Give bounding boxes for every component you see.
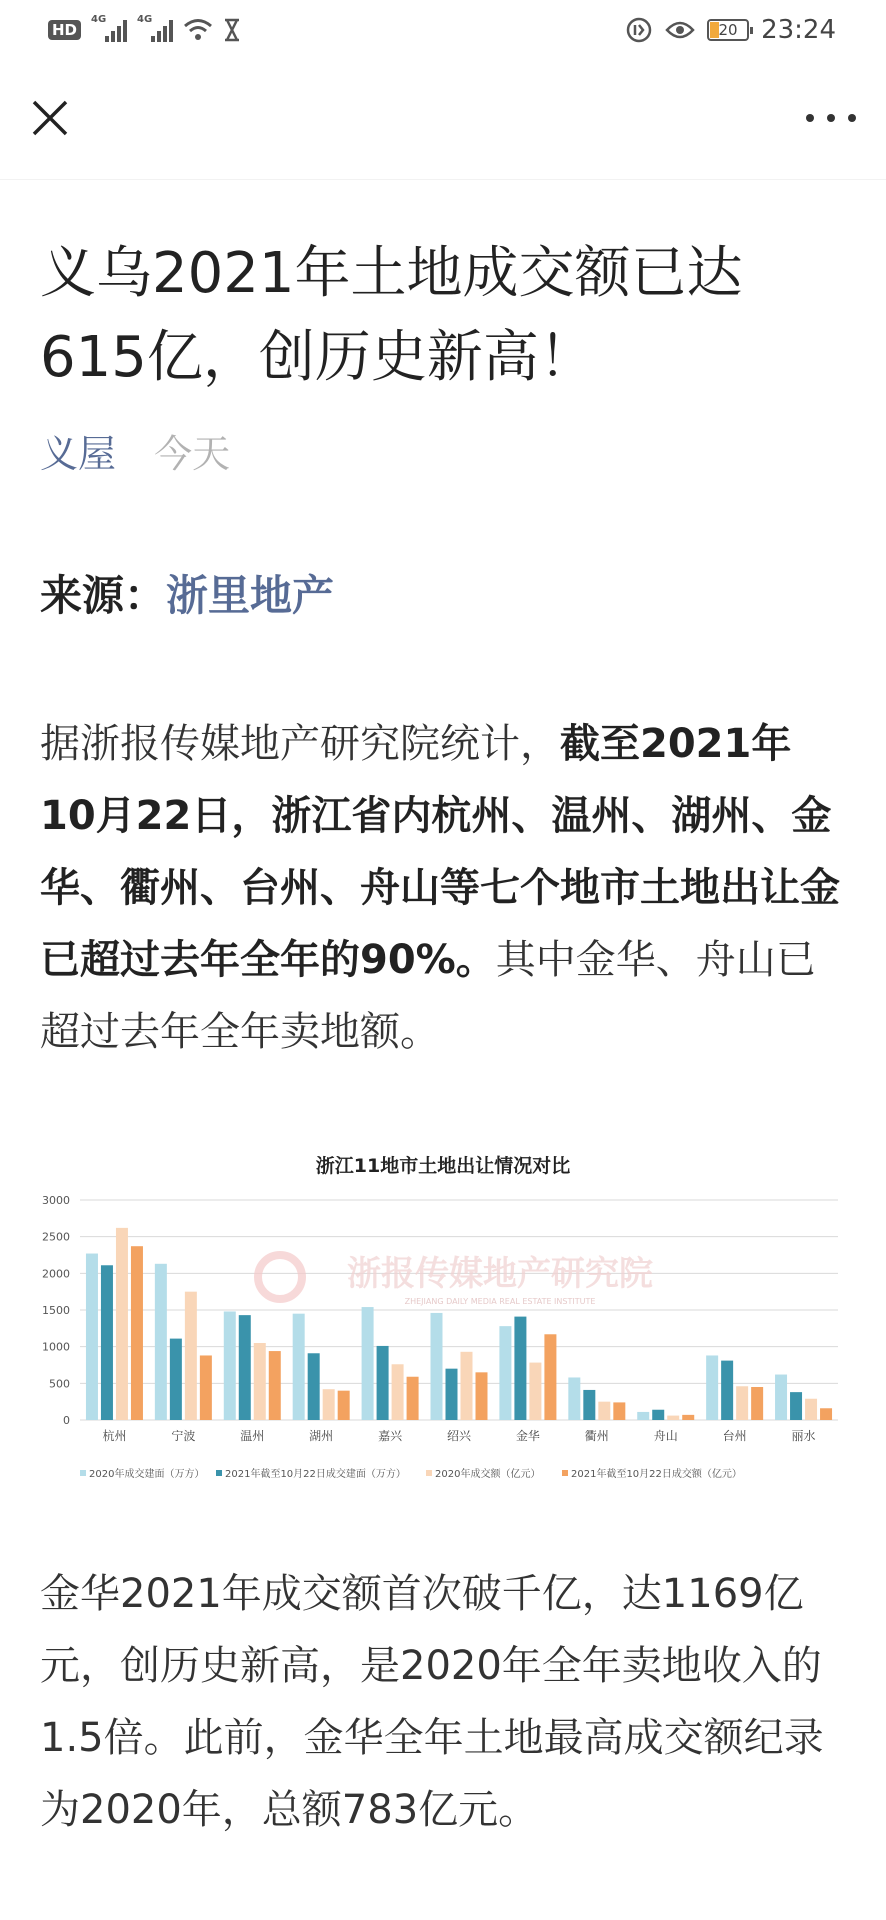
data-saver-icon — [625, 16, 653, 44]
hd-voice-icon: HD — [48, 20, 81, 40]
chart-bar — [790, 1392, 802, 1420]
y-tick-label: 1000 — [42, 1340, 70, 1354]
chart-bar — [254, 1343, 266, 1420]
chart-bar — [652, 1410, 664, 1420]
y-tick-label: 3000 — [42, 1194, 70, 1207]
chart-bar — [293, 1314, 305, 1420]
legend-swatch — [80, 1470, 86, 1476]
chart-bar — [721, 1361, 733, 1420]
chart-title: 浙江11地市土地出让情况对比 — [315, 1155, 571, 1177]
battery-level: 20 — [718, 21, 738, 39]
legend-entry: 2021年截至10月22日成交建面（万方） — [225, 1469, 406, 1480]
chart-bar — [185, 1292, 197, 1420]
chart-bar — [529, 1363, 541, 1420]
nav-bar — [0, 60, 886, 180]
chart-bar — [200, 1355, 212, 1420]
y-tick-label: 2000 — [42, 1267, 70, 1281]
x-tick-label: 衢州 — [584, 1429, 609, 1443]
chart-watermark: 浙报传媒地产研究院 — [347, 1254, 653, 1294]
chart-image — [40, 1140, 846, 1510]
close-button[interactable] — [30, 98, 70, 138]
paragraph-text: 据浙报传媒地产研究院统计， — [40, 721, 560, 767]
source-name: 浙里地产 — [166, 571, 335, 620]
y-tick-label: 1500 — [42, 1304, 70, 1317]
more-dot-icon — [806, 114, 814, 122]
chart-bar — [86, 1254, 98, 1420]
chart-bar — [706, 1355, 718, 1420]
legend-entry: 2020年成交额（亿元） — [435, 1469, 541, 1480]
chart-bar — [170, 1339, 182, 1420]
x-tick-label: 杭州 — [102, 1429, 127, 1443]
chart-bar — [514, 1317, 526, 1420]
status-time: 23:24 — [761, 15, 836, 45]
x-tick-label: 嘉兴 — [378, 1429, 403, 1443]
source-label: 来源： — [40, 571, 167, 620]
chart-bar — [667, 1416, 679, 1420]
y-tick-label: 500 — [49, 1377, 70, 1391]
chart-bar — [751, 1387, 763, 1420]
legend-swatch — [562, 1470, 568, 1476]
wifi-icon — [183, 18, 213, 42]
chart-bar — [613, 1402, 625, 1420]
legend-swatch — [426, 1470, 432, 1476]
chart-bar — [131, 1246, 143, 1420]
x-tick-label: 台州 — [722, 1429, 747, 1443]
article-paragraph — [40, 708, 846, 1068]
network-type-label: 4G — [91, 14, 107, 25]
paragraph-bold-text: 截至2021年10月22日，浙江省内杭州、温州、湖州、金华、衢州、台州、舟山等七个地市土地出让金已超过去年全年的90%。 — [40, 721, 840, 983]
legend-swatch — [216, 1470, 222, 1476]
chart-bar — [775, 1375, 787, 1420]
article-meta — [40, 428, 230, 480]
chart-bar — [323, 1389, 335, 1420]
source-line — [40, 568, 334, 624]
chart-bar — [338, 1391, 350, 1420]
chart-bar — [568, 1377, 580, 1420]
chart-bar — [407, 1377, 419, 1420]
chart-bar — [377, 1346, 389, 1420]
chart-bar — [362, 1307, 374, 1420]
chart-bar — [637, 1412, 649, 1420]
signal-icon — [137, 14, 173, 42]
network-type-label: 4G — [137, 14, 153, 25]
chart-bar — [224, 1311, 236, 1420]
x-tick-label: 湖州 — [309, 1429, 334, 1443]
publish-date: 今天 — [154, 432, 231, 476]
chart-bar — [392, 1364, 404, 1420]
close-icon — [30, 98, 70, 138]
chart-bar — [499, 1326, 511, 1420]
hourglass-icon — [223, 18, 241, 42]
land-sales-bar-chart — [40, 1140, 846, 1510]
x-tick-label: 丽水 — [791, 1429, 816, 1443]
x-tick-label: 绍兴 — [446, 1429, 472, 1443]
chart-bar — [431, 1313, 443, 1420]
more-options-button[interactable] — [806, 106, 856, 130]
chart-bar — [116, 1228, 128, 1420]
more-dot-icon — [827, 114, 835, 122]
y-tick-label: 0 — [63, 1414, 70, 1427]
y-tick-label: 2500 — [42, 1230, 70, 1244]
article-paragraph: 金华2021年成交额首次破千亿，达1169亿元，创历史新高，是2020年全年卖地收入的1.5倍。此前，金华全年土地最高成交额纪录为2020年，总额783亿元。 — [40, 1571, 824, 1833]
chart-bar — [269, 1351, 281, 1420]
article-title — [40, 232, 846, 400]
chart-bar — [598, 1402, 610, 1420]
chart-bar — [805, 1399, 817, 1420]
chart-bar — [155, 1264, 167, 1420]
chart-bar — [308, 1353, 320, 1420]
battery-icon — [707, 19, 749, 41]
signal-icon — [91, 14, 127, 42]
article-title-line2: 615亿，创历史新高！ — [40, 325, 595, 390]
x-tick-label: 舟山 — [653, 1429, 678, 1443]
legend-entry: 2020年成交建面（万方） — [89, 1469, 205, 1480]
x-tick-label: 宁波 — [171, 1429, 196, 1443]
chart-bar — [736, 1386, 748, 1420]
chart-watermark-sub: ZHEJIANG DAILY MEDIA REAL ESTATE INSTITUTE — [404, 1297, 596, 1306]
more-dot-icon — [848, 114, 856, 122]
x-tick-label: 金华 — [515, 1429, 540, 1443]
chart-bar — [682, 1415, 694, 1420]
author-link[interactable]: 义屋 — [40, 432, 117, 476]
legend-entry: 2021年截至10月22日成交额（亿元） — [571, 1469, 742, 1480]
chart-bar — [820, 1408, 832, 1420]
x-tick-label: 温州 — [240, 1429, 265, 1443]
status-bar — [0, 0, 886, 60]
chart-bar — [544, 1334, 556, 1420]
article-title-line1: 义乌2021年土地成交额已达 — [40, 241, 743, 306]
eye-comfort-icon — [665, 19, 695, 41]
chart-bar — [101, 1265, 113, 1420]
chart-bar — [461, 1352, 473, 1420]
paragraph-text: 其中金华、舟山已超过去年全年卖地额。 — [40, 937, 816, 1055]
watermark-logo-icon — [258, 1255, 302, 1299]
chart-bar — [239, 1315, 251, 1420]
chart-bar — [446, 1369, 458, 1420]
chart-bar — [583, 1390, 595, 1420]
chart-bar — [476, 1372, 488, 1420]
